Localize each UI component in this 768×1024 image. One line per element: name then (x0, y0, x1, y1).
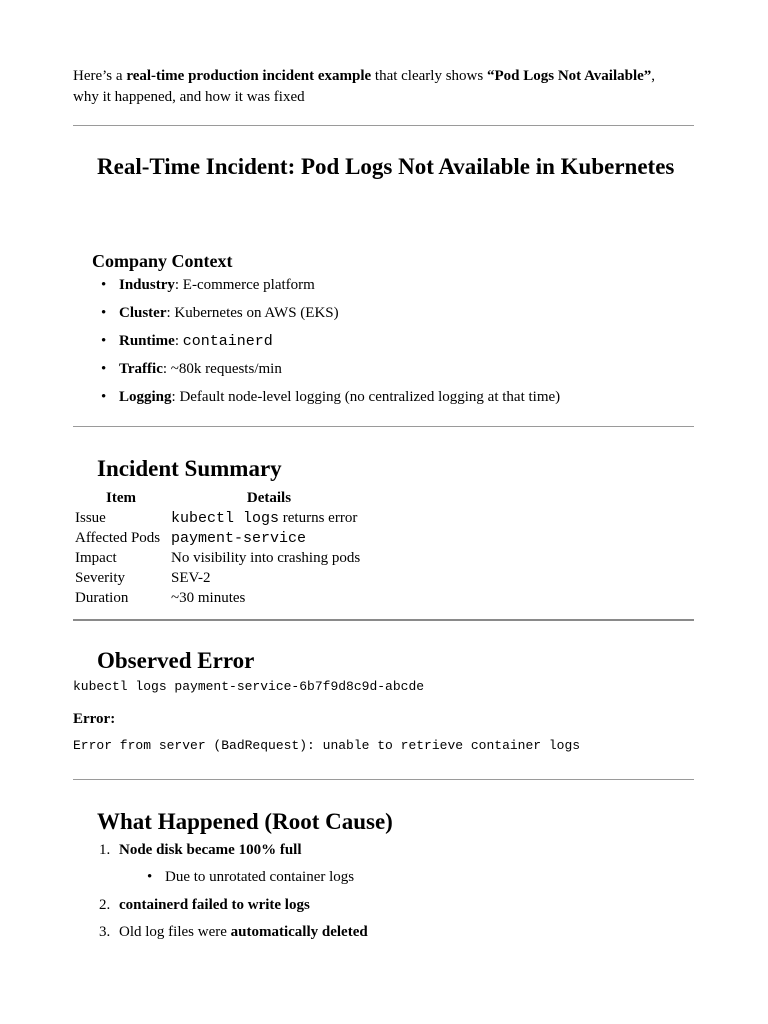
observed-error-heading: Observed Error (97, 648, 255, 673)
company-context-list (101, 275, 561, 415)
page-title: Real-Time Incident: Pod Logs Not Available in Kubernetes (97, 154, 675, 179)
intro-comma: , (651, 68, 656, 84)
company-context-heading: Company Context (92, 251, 233, 271)
context-label-cluster: Cluster (119, 305, 167, 321)
context-label-logging: Logging (119, 389, 172, 405)
cell-item: Duration (75, 589, 129, 606)
context-separator: : (162, 361, 171, 377)
cell-item: Issue (75, 509, 106, 526)
list-item (101, 303, 560, 331)
details-code: kubectl logs (171, 509, 280, 527)
intro-bold-phrase: real-time production incident example (126, 68, 372, 84)
root-cause-item-1: Node disk became 100% full (119, 842, 302, 858)
command-code: kubectl logs payment-service-6b7f9d8c9d-abcde (73, 679, 425, 694)
context-value-logging: Default node-level logging (no centralized logging at that time) (179, 389, 561, 405)
context-label-runtime: Runtime (119, 333, 175, 349)
intro-paragraph (73, 66, 694, 108)
context-separator: : (174, 277, 183, 293)
list-item (99, 895, 368, 922)
bullet-marker: • (147, 869, 153, 885)
number-marker: 2. (99, 897, 111, 913)
cell-details (169, 528, 369, 548)
cell-item: Impact (75, 549, 117, 566)
table-row (73, 568, 369, 588)
root-cause-subitem: Due to unrotated container logs (165, 869, 355, 885)
cell-item: Affected Pods (75, 529, 161, 546)
divider (73, 125, 694, 126)
cell-details (169, 568, 369, 588)
divider (73, 619, 694, 621)
root-cause-list (99, 840, 368, 949)
column-header-item: Item (106, 489, 136, 506)
cell-item: Severity (75, 569, 125, 586)
context-separator: : (171, 389, 180, 405)
context-label-traffic: Traffic (119, 361, 163, 377)
divider (73, 426, 694, 427)
intro-prefix: Here’s a (73, 68, 127, 84)
number-marker: 3. (99, 924, 111, 940)
number-marker: 1. (99, 842, 111, 858)
context-label-industry: Industry (119, 277, 175, 293)
table-row (73, 508, 369, 528)
root-cause-heading: What Happened (Root Cause) (97, 809, 393, 834)
context-value-traffic: ~80k requests/min (170, 361, 282, 377)
list-item (99, 840, 368, 867)
table-row (73, 548, 369, 568)
intro-line-2: why it happened, and how it was fixed (73, 89, 305, 105)
incident-summary-heading: Incident Summary (97, 456, 282, 481)
column-header-details: Details (246, 489, 292, 506)
incident-summary-table (73, 488, 369, 608)
intro-middle: that clearly shows (371, 68, 487, 84)
cell-details (169, 548, 369, 568)
error-code: Error from server (BadRequest): unable to retrieve container logs (73, 738, 581, 753)
bullet-marker: • (101, 389, 107, 405)
root-cause-item-3-text: Old log files were (119, 924, 231, 940)
table-header-row (73, 488, 369, 508)
context-value-industry: E-commerce platform (182, 277, 315, 293)
details-text: returns error (279, 509, 358, 526)
details-text: No visibility into crashing pods (171, 549, 361, 566)
error-label: Error: (73, 711, 116, 727)
details-text: SEV-2 (171, 569, 211, 586)
context-separator: : (174, 333, 183, 349)
list-item (101, 275, 560, 303)
table-row (73, 588, 369, 608)
context-separator: : (166, 305, 175, 321)
list-item (119, 867, 368, 895)
cell-details (169, 508, 369, 528)
bullet-marker: • (101, 333, 107, 349)
table-row (73, 528, 369, 548)
list-item (101, 359, 560, 387)
divider (73, 779, 694, 780)
root-cause-item-3-bold: automatically deleted (230, 924, 368, 940)
bullet-marker: • (101, 361, 107, 377)
cell-details (169, 588, 369, 608)
list-item (101, 331, 560, 359)
context-value-runtime: containerd (182, 333, 273, 350)
details-text: ~30 minutes (171, 589, 246, 606)
root-cause-item-2: containerd failed to write logs (119, 897, 310, 913)
intro-quoted-phrase: “Pod Logs Not Available” (486, 68, 652, 84)
bullet-marker: • (101, 277, 107, 293)
list-item (99, 922, 368, 949)
details-code: payment-service (171, 529, 307, 547)
context-value-cluster: Kubernetes on AWS (EKS) (174, 305, 339, 321)
list-item (101, 387, 561, 415)
bullet-marker: • (101, 305, 107, 321)
